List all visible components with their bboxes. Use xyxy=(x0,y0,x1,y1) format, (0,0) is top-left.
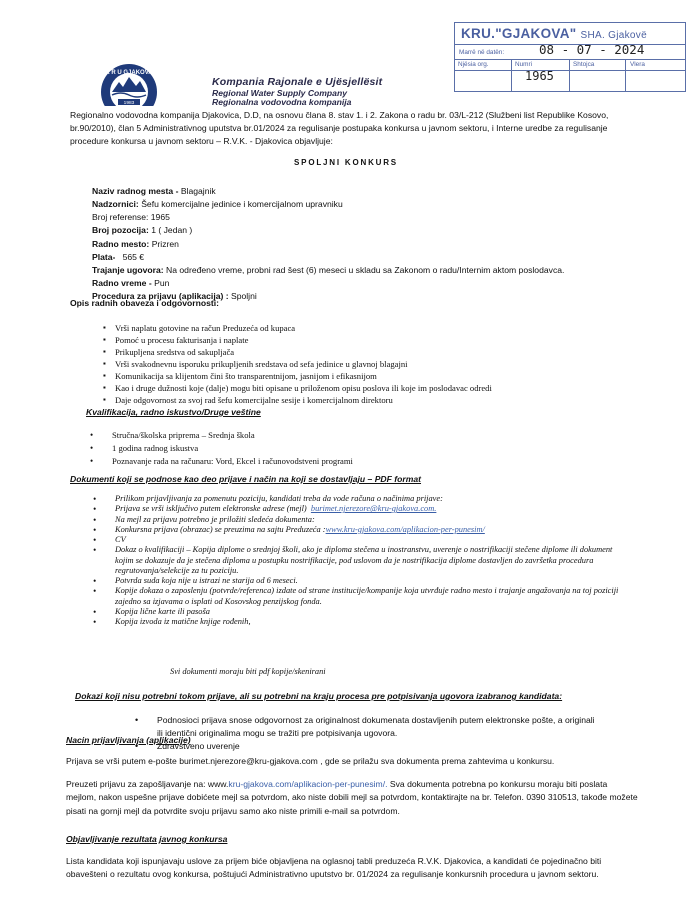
stamp-received-label: Marrë në datën: xyxy=(459,49,505,56)
method-paragraph-1: Prijava se vrši putem e-pošte burimet.njerezore@kru-gjakova.com , gde se prilažu sva dokumenta prema zahtevima u konkursu. xyxy=(66,756,555,766)
list-item: • Zdravstveno uverenje xyxy=(157,740,602,753)
list-item: • Podnosioci prijava snose odgovornost za originalnost dokumenata dostavljenih putem elektronske pošte, a originali ili identični originalima mogu se tražiti pre potpisivanja ugovora. xyxy=(157,714,602,740)
list-item: ▪ Vrši svakodnevnu isporuku prikupljenih sredstava od sefa jedinice u glavnoj blagajni xyxy=(115,358,635,370)
list-item: • Konkursna prijava (obrazac) se preuzima na sajtu Preduzeća :www.kru-gjakova.com/aplikacion-per-punesim/ xyxy=(115,525,625,535)
list-item: ▪ Vrši naplatu gotovine na račun Preduzeća od kupaca xyxy=(115,322,635,334)
method-title: Nacin prijavljivanja (aplikacije) xyxy=(66,735,191,745)
duties-list xyxy=(115,322,635,406)
procedure-value: Spoljni xyxy=(230,291,257,302)
stamp-number: 1965 xyxy=(525,69,554,83)
reference-value: 1965 xyxy=(150,212,170,223)
stamp-date: 08 - 07 - 2024 xyxy=(539,42,645,57)
results-title: Objavljivanje rezultata javnog konkursa xyxy=(66,834,228,844)
page-title: SPOLJNI KONKURS xyxy=(294,158,398,167)
duration-value: Na određeno vreme, probni rad šest (6) meseci u skladu sa Zakonom o radu/Internim aktom poslodavca. xyxy=(166,264,565,275)
stamp-col-attachment: Shtojca xyxy=(573,61,595,68)
list-item: ▪ Daje odgovornost za svoj rad šefu komercijalne sesije i komercijalnom direktoru xyxy=(115,394,635,406)
company-logo xyxy=(88,62,168,106)
list-item: • Kopija izvoda iz matične knjige rođenih, xyxy=(115,617,625,627)
stamp-col-value: Vlera xyxy=(630,61,645,68)
stamp-col-org: Njësia org. xyxy=(458,61,489,68)
documents-list xyxy=(115,494,625,627)
positions-count-value: 1 ( Jedan ) xyxy=(151,225,193,236)
logo-year: 1983 xyxy=(123,101,135,106)
received-stamp xyxy=(454,22,686,92)
supervisor-value: Šefu komercijalne jedinice i komercijalnom upravniku xyxy=(141,199,343,210)
later-docs-list xyxy=(157,714,602,753)
stamp-title-suffix: SHA. Gjakovë xyxy=(580,30,647,41)
list-item: • Kopije dokaza o zaposlenju (potvrde/referenca) izdate od strane institucije/kompanije koja utvrđuje radno mesto i trajanje angažovanja na toj poziciji zajedno sa izjavama o isplati od Kosovskog penzijskog fonda. xyxy=(115,586,625,607)
list-item: ▪ Pomoć u procesu fakturisanja i naplate xyxy=(115,334,635,346)
qualifications-list xyxy=(112,429,632,468)
intro-paragraph: Regionalno vodovodna kompanija Djakovica, D.D, na osnovu člana 8. stav 1. i 2. Zakona o radu br. 03/L-212 (Službeni list Republike Kosovo, br.90/2010), član 5 Administrativnog uputstva br.01/2024 za regulisanje postupaka konkursa u javnom sektoru, i Interne uredbe za regulisanje procedure konkursa u javnom sektoru – R.V.K. - Djakovica objavljuje: xyxy=(70,110,609,146)
hours-value: Pun xyxy=(154,277,170,288)
stamp-col-number: Numri xyxy=(515,61,533,68)
position-fields: Naziv radnog mesta - Blagajnik Nadzornici: Šefu komercijalne jedinice i komercijalnom upravniku Broj referense: 1965 Broj pozocija: 1 ( Jedan ) Radno mesto: Prizren Plata- 565 € Trajanje ugovora: Na određeno vreme, probni rad šest (6) meseci u skladu sa Zakonom o radu/Internim aktom poslodavca. Radno vreme - Pun Procedura za prijavu (aplikacija) : Spoljni xyxy=(92,186,565,302)
company-name-sr: Regionalna vodovodna kompanija xyxy=(212,97,352,108)
list-item: ▪ Kao i druge dužnosti koje (dalje) mogu biti opisane u priloženom opisu poslova ili koje im poslodavac odredi xyxy=(115,382,635,394)
list-item: • Prijava se vrši isključivo putem elektronske adrese (mejl) burimet.njerezore@kru-gjakova.com. xyxy=(115,504,625,514)
site-link[interactable]: www.kru-gjakova.com/aplikacion-per-punesim/ xyxy=(325,524,485,534)
stamp-title: KRU."GJAKOVA" xyxy=(461,26,577,41)
list-item: • Poznavanje rada na računaru: Vord, Ekcel i računovodstveni programi xyxy=(112,455,632,468)
documents-footer: Svi dokumenti moraju biti pdf kopije/skenirani xyxy=(170,667,326,676)
position-value: Blagajnik xyxy=(180,186,216,196)
documents-title: Dokumenti koji se podnose kao deo prijave i način na koji se dostavljaju – PDF format xyxy=(70,474,422,484)
company-name: Kompania Rajonale e Ujësjellësit xyxy=(212,76,383,88)
method-paragraph-2: Preuzeti prijavu za zapošljavanje na: www.kru-gjakova.com/aplikacion-per-punesim/. Sva dokumenta potrebna po konkursu moraju biti poslata mejlom, nakon uspešne prijave dobićete mejl sa potvrdom, ako niste dobili mejl sa potvrdom, kontaktirajte na br. Telefon. 0390 310513, takođe možete pisati na gornji mejl da potvrdite svoju prijavu samo ako niste primili e-mail sa potvrdom. xyxy=(66,779,638,816)
location-value: Prizren xyxy=(151,238,179,249)
duties-title: Opis radnih obaveza i odgovornosti: xyxy=(70,298,219,308)
list-item: ▪ Komunikacija sa klijentom čini što transparentnijom, jasnijom i efikasnijom xyxy=(115,370,635,382)
list-item: ▪ Prikupljena sredstva od sakupljača xyxy=(115,346,635,358)
list-item: • Prilikom prijavljivanja za pomenutu poziciju, kandidati treba da vode računa o načinima prijave: xyxy=(115,494,625,504)
list-item: • Dokaz o kvalifikaciji – Kopija diplome o srednjoj školi, ako je diploma stečena u inostranstvu, uverenje o nostrifikaciji stečene diplome ili dokument kojim se dokazuje da je stečena diploma u postupku nostrifikacije, pod uslovom da je nostrifikacija diplome dostavljen do završetka procedura regrutovanja/selekcije za tu poziciju. xyxy=(115,545,625,576)
list-item: • 1 godina radnog iskustva xyxy=(112,442,632,455)
pay-value: 565 € xyxy=(122,251,145,262)
company-header xyxy=(212,76,462,107)
list-item: • Kopija lične karte ili pasoša xyxy=(115,607,625,617)
list-item: • Stručna/školska priprema – Srednja škola xyxy=(112,429,632,442)
company-name-en: Regional Water Supply Company xyxy=(212,88,347,99)
results-paragraph: Lista kandidata koji ispunjavaju uslove za prijem biće objavljena na oglasnoj tabli preduzeća R.V.K. Djakovica, a kandidati će pojedinačno biti obavešteni o rezultatu ovog konkursa, poštujući Administrativno uputstvo br. 01/2024 za regulisanje konkursnih procedura u javnom sektoru. xyxy=(66,856,602,880)
list-item: • Na mejl za prijavu potrebno je priložiti sledeća dokumenta: xyxy=(115,515,625,525)
list-item: • CV xyxy=(115,535,625,545)
list-item: • Potvrda suda koja nije u istrazi ne starija od 6 meseci. xyxy=(115,576,625,586)
application-link[interactable]: kru-gjakova.com/aplikacion-per-punesim/. xyxy=(228,779,388,789)
later-docs-title: Dokazi koji nisu potrebni tokom prijave, ali su potrebni na kraju procesa pre potpisivanja ugovora izabranog kandidata: xyxy=(75,691,563,701)
logo-text: K R U GJAKOVA xyxy=(105,70,153,76)
qualifications-title: Kvalifikacija, radno iskustvo/Druge veštine xyxy=(86,407,261,417)
email-link[interactable]: burimet.njerezore@kru-gjakova.com. xyxy=(310,504,437,514)
